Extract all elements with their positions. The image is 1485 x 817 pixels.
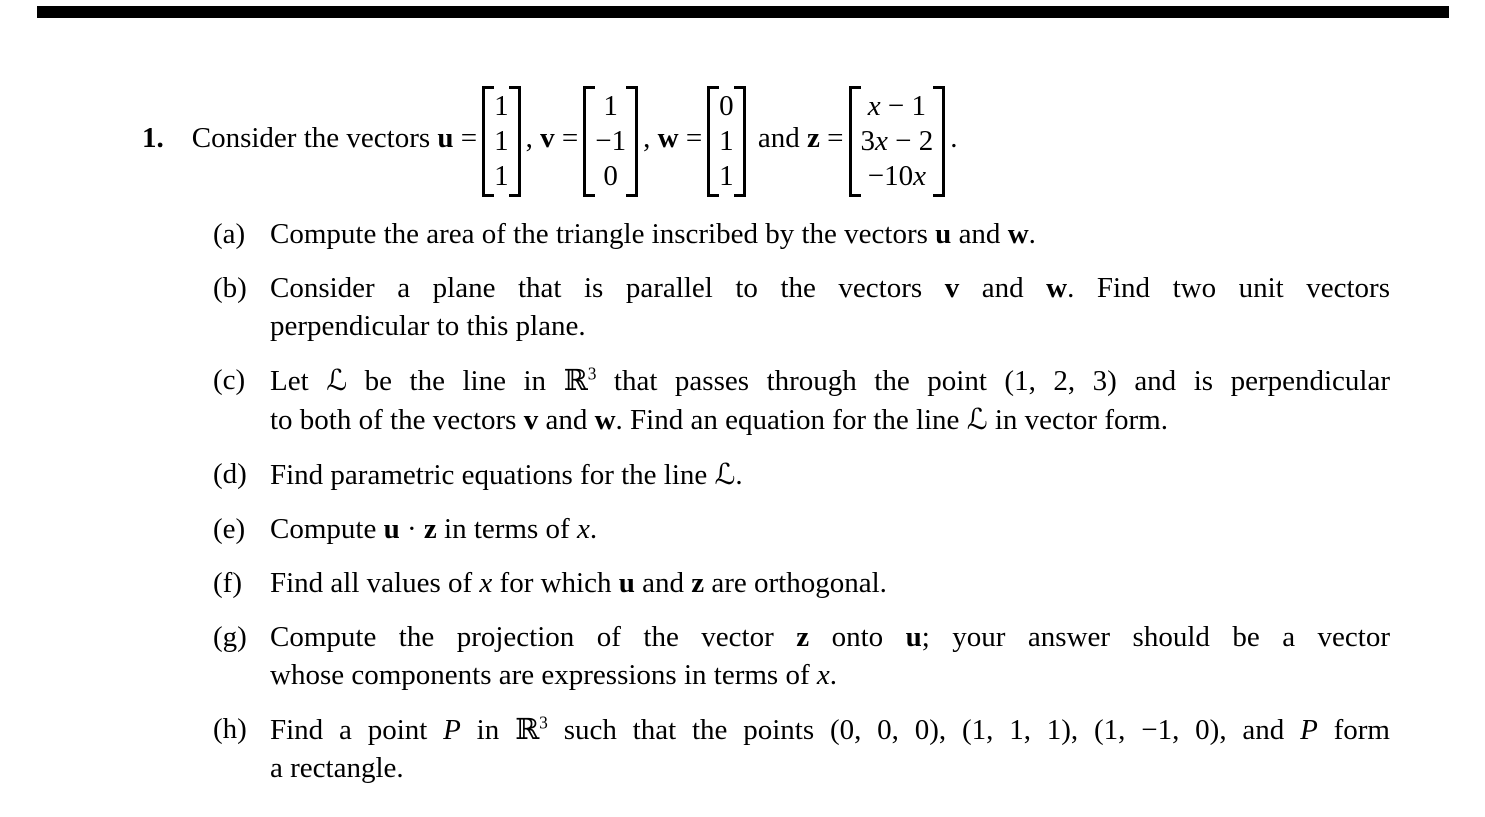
intro-sep-after-w: and z = xyxy=(750,121,844,154)
item-h-text xyxy=(270,710,1390,787)
problem-intro-line xyxy=(142,85,958,197)
item-g-line-2: whose components are expressions in terms of x. xyxy=(270,659,837,691)
matrix-v-row-1: 1 xyxy=(603,89,618,122)
top-black-bar xyxy=(37,6,1449,18)
item-c-label: (c) xyxy=(213,364,246,396)
item-g-label: (g) xyxy=(213,621,247,653)
item-g-line-1: Compute the projection of the vector z onto u; your answer should be a vector xyxy=(270,621,1391,653)
matrix-v-row-2: −1 xyxy=(595,124,627,157)
item-f-line-1: Find all values of x for which u and z are orthogonal. xyxy=(270,567,887,599)
item-c-text xyxy=(270,361,1390,439)
item-e-text xyxy=(270,510,1390,548)
item-a-text xyxy=(270,215,1390,253)
item-a-label: (a) xyxy=(213,218,246,250)
item-f-label: (f) xyxy=(213,567,242,599)
intro-sep-after-u: , v = xyxy=(525,121,579,154)
item-h-line-1: Find a point P in ℝ$^3$ such that the points (0, 0, 0), (1, 1, 1), (1, −1, 0), and P form xyxy=(270,712,1390,746)
intro-sep-after-v: , w = xyxy=(643,121,703,154)
matrix-w xyxy=(707,86,746,197)
matrix-v-row-3: 0 xyxy=(603,159,618,192)
item-f-text xyxy=(270,564,1390,602)
item-b-text xyxy=(270,269,1390,345)
item-f xyxy=(213,564,1390,602)
item-a-line-1: Compute the area of the triangle inscribed by the vectors u and w. xyxy=(270,218,1036,250)
problem-number: 1. xyxy=(142,121,164,154)
matrix-u xyxy=(482,86,521,197)
matrix-z-row-3: −10x xyxy=(867,159,927,192)
matrix-z-row-1: x − 1 xyxy=(867,89,927,122)
item-e xyxy=(213,510,1390,548)
item-d xyxy=(213,455,1390,494)
item-h-label: (h) xyxy=(213,713,247,745)
item-h-line-2: a rectangle. xyxy=(270,752,404,784)
item-d-text xyxy=(270,455,1390,494)
item-e-label: (e) xyxy=(213,513,246,545)
item-c xyxy=(213,361,1390,439)
subproblem-list xyxy=(213,215,1390,787)
matrix-z xyxy=(849,86,946,197)
matrix-w-row-2: 1 xyxy=(719,124,734,157)
intro-lead-text: Consider the vectors u = xyxy=(191,121,478,154)
item-c-line-1: Let ℒ be the line in ℝ$^3$ that passes through the point (1, 2, 3) and is perpendicular xyxy=(270,363,1391,397)
item-b-label: (b) xyxy=(213,272,247,304)
item-b-line-1: Consider a plane that is parallel to the vectors v and w. Find two unit vectors xyxy=(270,272,1391,304)
item-g xyxy=(213,618,1390,694)
item-c-line-2: to both of the vectors v and w. Find an equation for the line ℒ in vector form. xyxy=(270,402,1168,436)
matrix-u-row-1: 1 xyxy=(494,89,509,122)
item-a xyxy=(213,215,1390,253)
matrix-z-row-2: 3x − 2 xyxy=(860,124,934,157)
matrix-v xyxy=(583,86,638,197)
item-d-line-1: Find parametric equations for the line ℒ. xyxy=(270,457,743,491)
item-h xyxy=(213,710,1390,787)
item-b-line-2: perpendicular to this plane. xyxy=(270,310,586,342)
item-b xyxy=(213,269,1390,345)
item-e-line-1: Compute u · z in terms of x. xyxy=(270,513,598,545)
matrix-w-row-1: 0 xyxy=(719,89,734,122)
matrix-w-row-3: 1 xyxy=(719,159,734,192)
intro-end-period: . xyxy=(950,121,958,154)
matrix-u-row-2: 1 xyxy=(494,124,509,157)
item-d-label: (d) xyxy=(213,458,247,490)
item-g-text xyxy=(270,618,1390,694)
matrix-u-row-3: 1 xyxy=(494,159,509,192)
